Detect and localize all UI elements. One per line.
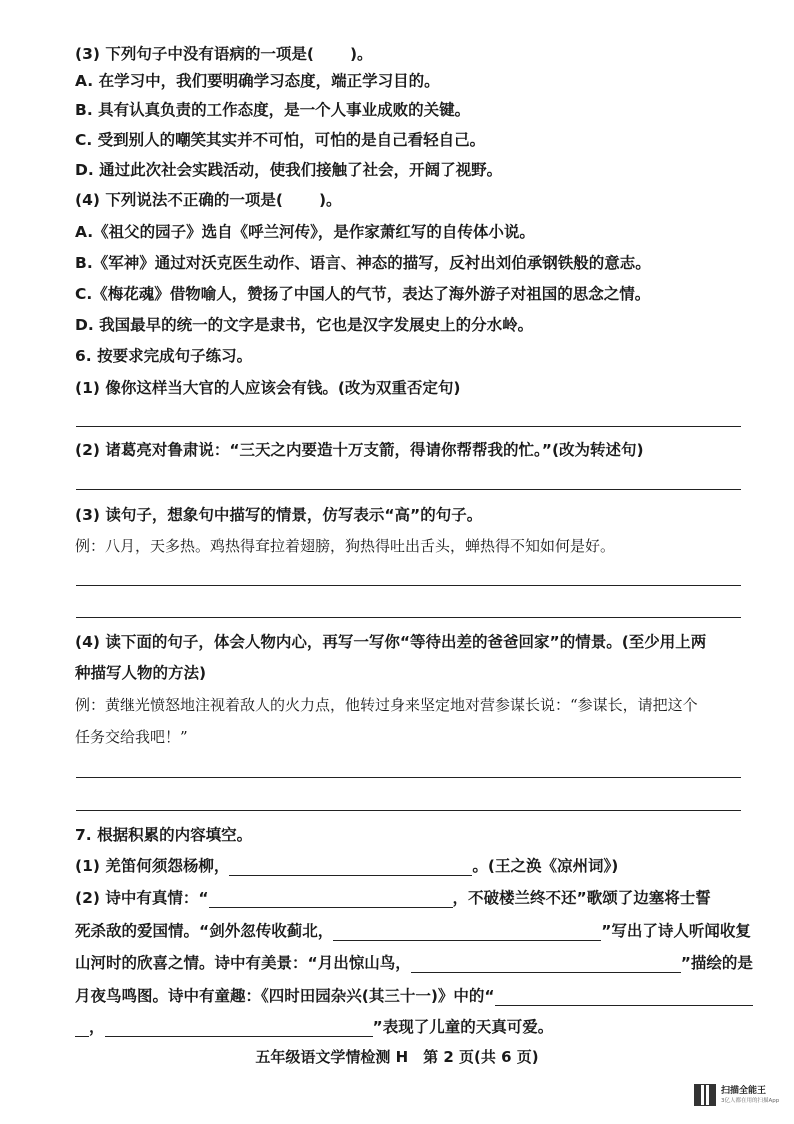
q5-3-option-b: B. 具有认真负责的工作态度，是一个人事业成败的关键。: [75, 101, 471, 119]
q7-2-blank-5[interactable]: [105, 1020, 373, 1037]
q5-4-option-c: C.《梅花魂》借物喻人，赞扬了中国人的气节，表达了海外游子对祖国的思念之情。: [75, 285, 651, 303]
q6-3-answer-line-1[interactable]: [76, 585, 741, 586]
page-footer: 五年级语文学情检测 H 第 2 页(共 6 页): [255, 1048, 539, 1066]
scanner-watermark-title: 扫描全能王: [721, 1085, 767, 1096]
qr-code-icon: [694, 1084, 716, 1106]
q5-3-option-c: C. 受到别人的嘲笑其实并不可怕，可怕的是自己看轻自己。: [75, 131, 486, 149]
scanner-watermark-text: [721, 1086, 779, 1105]
q5-3-option-d: D. 通过此次社会实践活动，使我们接触了社会，开阔了视野。: [75, 161, 503, 179]
q6-title: 6. 按要求完成句子练习。: [75, 347, 253, 365]
scanner-watermark-subtitle: 3亿人都在用的扫描App: [721, 1097, 780, 1104]
q7-title: 7. 根据积累的内容填空。: [75, 826, 253, 844]
q5-4-stem: (4) 下列说法不正确的一项是( )。: [75, 191, 342, 209]
q7-1-blank[interactable]: [229, 859, 472, 876]
q5-4-option-d: D. 我国最早的统一的文字是隶书，它也是汉字发展史上的分水岭。: [75, 316, 534, 334]
q7-2-line-2: 死杀敌的爱国情。“剑外忽传收蓟北， ”写出了诗人听闻收复: [75, 922, 751, 940]
q7-2-blank-4b[interactable]: [75, 1020, 89, 1037]
q6-4-answer-line-1[interactable]: [76, 777, 741, 778]
q5-4-option-a: A.《祖父的园子》选自《呼兰河传》，是作家萧红写的自传体小说。: [75, 223, 535, 241]
q6-4-example-line-1: 例：黄继光愤怒地注视着敌人的火力点，他转过身来坚定地对营参谋长说：“参谋长，请把这个: [75, 696, 698, 714]
q5-4-option-b: B.《军神》通过对沃克医生动作、语言、神态的描写，反衬出刘伯承钢铁般的意志。: [75, 254, 651, 272]
q6-3-prompt: (3) 读句子，想象句中描写的情景，仿写表示“高”的句子。: [75, 506, 483, 524]
q7-1-line: (1) 羌笛何须怨杨柳， 。(王之涣《凉州词》): [75, 857, 619, 875]
q6-4-prompt-line-2: 种描写人物的方法): [75, 664, 207, 682]
q6-2-answer-line[interactable]: [76, 489, 741, 490]
q6-4-prompt-line-1: (4) 读下面的句子，体会人物内心，再写一写你“等待出差的爸爸回家”的情景。(至少用上两: [75, 633, 707, 651]
q6-4-answer-line-2[interactable]: [76, 810, 741, 811]
q7-2-blank-3[interactable]: [411, 956, 681, 973]
q7-2-line-5: ， ”表现了儿童的天真可爱。: [75, 1017, 553, 1037]
q7-2-line-4: 月夜鸟鸣图。诗中有童趣：《四时田园杂兴(其三十一)》中的“: [75, 986, 753, 1006]
q6-1-answer-line[interactable]: [76, 426, 741, 427]
q6-3-example: 例：八月，天多热。鸡热得耷拉着翅膀，狗热得吐出舌头，蝉热得不知如何是好。: [75, 537, 616, 555]
q7-2-line-3: 山河时的欣喜之情。诗中有美景：“月出惊山鸟， ”描绘的是: [75, 954, 753, 972]
q7-2-blank-2[interactable]: [333, 924, 601, 941]
q5-3-stem: (3) 下列句子中没有语病的一项是( )。: [75, 45, 373, 63]
q7-2-blank-1[interactable]: [209, 891, 453, 908]
q6-1-prompt: (1) 像你这样当大官的人应该会有钱。(改为双重否定句): [75, 379, 461, 397]
scanner-watermark: [694, 1082, 784, 1108]
q7-2-line-1: (2) 诗中有真情：“ ，不破楼兰终不还”歌颂了边塞将士誓: [75, 889, 711, 907]
q7-2-blank-4a[interactable]: [495, 989, 753, 1006]
q6-3-answer-line-2[interactable]: [76, 617, 741, 618]
q5-3-option-a: A. 在学习中，我们要明确学习态度，端正学习目的。: [75, 72, 440, 90]
q6-2-prompt: (2) 诸葛亮对鲁肃说：“三天之内要造十万支箭，得请你帮帮我的忙。”(改为转述句): [75, 441, 644, 459]
q6-4-example-line-2: 任务交给我吧！”: [75, 728, 188, 746]
